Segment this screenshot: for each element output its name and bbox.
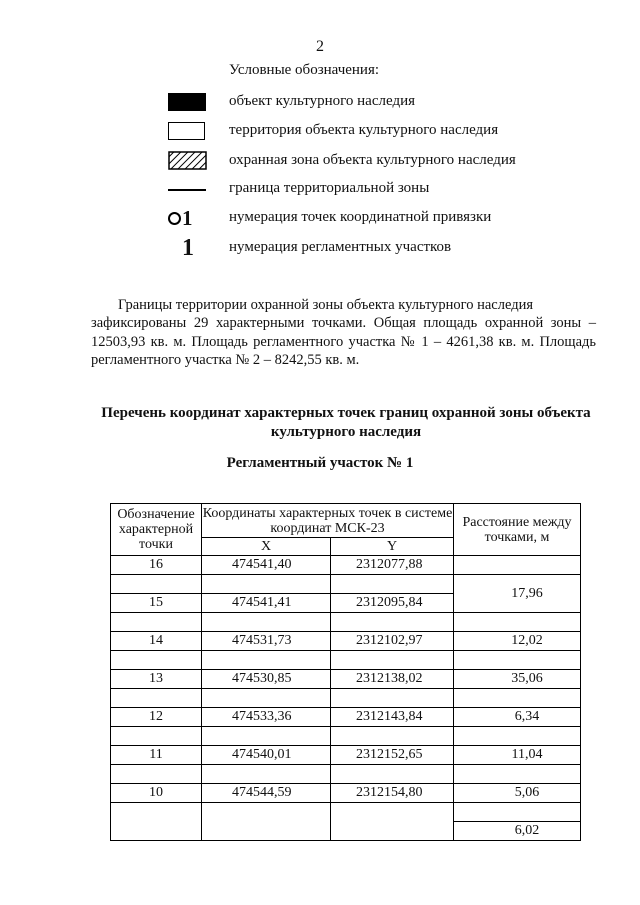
table-header-row: [111, 504, 581, 538]
cell-x-empty: [202, 689, 331, 708]
cell-x: 474533,36: [202, 708, 331, 727]
cell-point: 15: [111, 594, 202, 613]
cell-y-empty: [331, 651, 454, 670]
number-icon: 1: [182, 235, 194, 261]
cell-x: 474531,73: [202, 632, 331, 651]
cell-x-empty: [202, 765, 331, 784]
cell-distance-empty: [454, 651, 581, 670]
cell-distance-empty: [454, 765, 581, 784]
cell-x: 474540,01: [202, 746, 331, 765]
cell-distance-empty: [454, 803, 581, 822]
cell-y: 2312138,02: [331, 670, 454, 689]
cell-distance-empty: [454, 727, 581, 746]
cell-y: 2312152,65: [331, 746, 454, 765]
legend-title: Условные обозначения:: [229, 62, 380, 78]
cell-x: 474541,41: [202, 594, 331, 613]
cell-distance: 6,02: [454, 822, 581, 841]
cell-point: 14: [111, 632, 202, 651]
cell-point: 11: [111, 746, 202, 765]
legend-item-object: [168, 91, 598, 117]
header-coords: Координаты характерных точек в системе координат МСК-23: [202, 505, 453, 536]
table-row: [111, 765, 581, 784]
cell-x-empty: [202, 575, 331, 594]
legend-label: граница территориальной зоны: [229, 180, 430, 196]
cell-y-empty: [331, 803, 454, 841]
cell-point-empty: [111, 689, 202, 708]
table-row: [111, 556, 581, 575]
cell-y: 2312095,84: [331, 594, 454, 613]
table-row: [111, 613, 581, 632]
table-row: [111, 651, 581, 670]
header-point: Обозначение характерной точки: [111, 504, 202, 556]
cell-y: 2312143,84: [331, 708, 454, 727]
table-row: [111, 727, 581, 746]
cell-point-empty: [111, 765, 202, 784]
cell-distance: 35,06: [454, 670, 581, 689]
cell-distance-empty: [454, 613, 581, 632]
black-rect-icon: [168, 93, 206, 111]
cell-x: 474530,85: [202, 670, 331, 689]
legend-item-section-numbering: [168, 237, 598, 263]
cell-distance: 5,06: [454, 784, 581, 803]
cell-distance-empty: [454, 556, 581, 575]
legend-item-point-numbering: [168, 207, 598, 233]
description-body: зафиксированы 29 характерными точками. Общая площадь охранной зоны – 12503,93 кв. м. Площадь регламентного участка № 1 – 4261,38 кв. м. Площадь регламентного участка № 2 – 8242,55 кв. м.: [91, 315, 596, 368]
cell-point-empty: [111, 651, 202, 670]
header-y: Y: [331, 538, 454, 556]
cell-x-empty: [202, 727, 331, 746]
header-distance: Расстояние между точками, м: [454, 504, 581, 556]
empty-rect-icon: [168, 122, 205, 140]
page-number: 2: [316, 38, 324, 55]
line-icon: [168, 189, 206, 191]
cell-point: 10: [111, 784, 202, 803]
cell-x-empty: [202, 613, 331, 632]
cell-x-empty: [202, 803, 331, 841]
cell-x-empty: [202, 651, 331, 670]
cell-distance: 17,96: [454, 575, 581, 613]
cell-y: 2312077,88: [331, 556, 454, 575]
cell-y-empty: [331, 689, 454, 708]
cell-x: 474541,40: [202, 556, 331, 575]
table-row: [111, 803, 581, 822]
table-row: [111, 689, 581, 708]
cell-distance-empty: [454, 689, 581, 708]
cell-y-empty: [331, 613, 454, 632]
cell-y-empty: [331, 575, 454, 594]
cell-point: 12: [111, 708, 202, 727]
point-icon: 1: [168, 207, 208, 229]
coordinates-table: [110, 503, 581, 841]
header-x: X: [202, 538, 331, 556]
cell-y-empty: [331, 727, 454, 746]
section-subheading: Регламентный участок № 1: [226, 455, 414, 471]
cell-point-empty: [111, 727, 202, 746]
cell-y-empty: [331, 765, 454, 784]
cell-point: 13: [111, 670, 202, 689]
description-first-line: Границы территории охранной зоны объекта культурного наследия: [118, 297, 534, 313]
legend-label: объект культурного наследия: [229, 93, 415, 109]
hatched-rect-icon: [168, 150, 208, 172]
cell-x: 474544,59: [202, 784, 331, 803]
legend-label: нумерация точек координатной привязки: [229, 209, 492, 225]
cell-distance: 12,02: [454, 632, 581, 651]
legend-label: территория объекта культурного наследия: [229, 122, 499, 138]
legend-item-territory: [168, 120, 598, 146]
legend-label: охранная зона объекта культурного наследия: [229, 152, 516, 168]
cell-point-empty: [111, 803, 202, 841]
cell-distance: 6,34: [454, 708, 581, 727]
cell-point: 16: [111, 556, 202, 575]
cell-distance: 11,04: [454, 746, 581, 765]
cell-point-empty: [111, 575, 202, 594]
coordinates-heading: Перечень координат характерных точек границ охранной зоны объекта культурного наследия: [101, 405, 591, 440]
cell-y: 2312102,97: [331, 632, 454, 651]
legend-label: нумерация регламентных участков: [229, 239, 452, 255]
cell-point-empty: [111, 613, 202, 632]
legend-item-zone-border: [168, 178, 598, 204]
legend-item-protection-zone: [168, 150, 598, 176]
cell-y: 2312154,80: [331, 784, 454, 803]
